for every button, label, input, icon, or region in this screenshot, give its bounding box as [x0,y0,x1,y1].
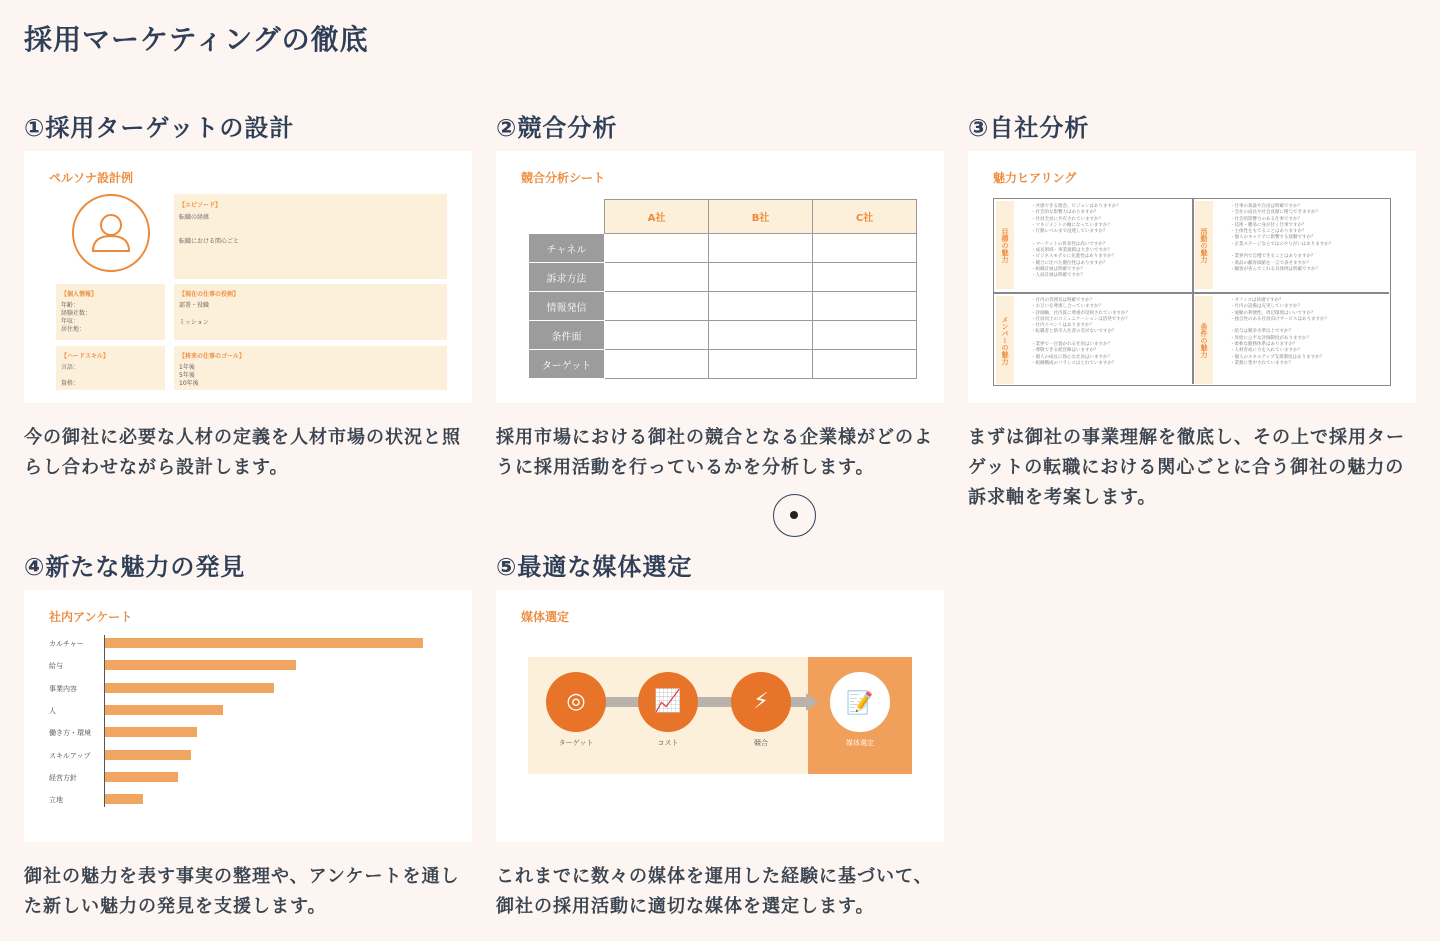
person-icon [72,194,150,272]
step-label: コスト [657,739,679,747]
survey-card [24,590,472,842]
section-title-media: ⑤最適な媒体選定 [496,553,693,581]
section-description: これまでに数々の媒体を運用した経験に基づいて、御社の採用活動に適切な媒体を選定します。 [496,866,933,917]
card-title: 競合分析シート [521,171,606,185]
bar-label: 給与 [49,662,63,671]
section-description: 今の御社に必要な人材の定義を人材市場の状況と照らし合わせながら設計します。 [24,427,461,478]
question-line: ・顧客が喜んでくれる具体例は明確ですか？ [1230,266,1320,272]
question-line: ・人員計画は明確ですか？ [1031,273,1085,279]
question-line: ・共感できる理念、ビジョンはありますか？ [1031,204,1121,209]
arrow-icon [806,693,818,711]
column-header: B社 [709,200,813,234]
competitor-card [496,151,944,403]
hard-skill-box: 【ハードスキル】 言語： 資格： [56,346,165,390]
row-header: チャネル [529,234,605,263]
question-line: ・転職者と新卒入社者の差がないですか？ [1031,329,1117,335]
card-title: 魅力ヒアリング [993,171,1077,185]
section-description: 御社の魅力を表す事実の整理や、アンケートを通した新しい魅力の発見を支援します。 [24,866,460,917]
personal-info-box: 【個人情報】 年齢： 経験社数： 年収： 居住地： [56,284,165,340]
section-title-self-analysis: ③自社分析 [968,114,1090,142]
scroll-indicator-button[interactable] [773,494,816,537]
question-line: ・独自性のある社員向けサービスはありますか？ [1230,316,1329,322]
step-label: ターゲット [558,739,594,747]
question-line: ・組織計画は明確ですか？ [1031,266,1085,272]
quadrant-questions [1031,298,1181,367]
section-description: まずは御社の事業理解を徹底し、その上で採用ターゲットの転職における関心ごとに合う御社の魅力の訴求軸を考案します。 [968,427,1405,508]
quadrant-questions [1230,298,1380,367]
question-line: ・お互いを尊重し合っていますか？ [1031,304,1103,310]
quadrant-label: メンバーの魅力 [996,296,1014,384]
appeal-hearing-card [968,151,1416,403]
question-line: ・業界内で自慢できることはありますか？ [1230,254,1316,260]
question-line: ・評価軸、社内賞に尊重が反映されていますか？ [1031,310,1130,316]
question-line: ・社内の設備は充実していますか？ [1230,304,1302,310]
question-line: ・成長領域・事業規模は大きいですか？ [1031,248,1112,254]
bar-label: 働き方・環境 [49,729,91,738]
row-header: 訴求方法 [529,263,605,292]
question-line: ・マーケットの将来性は高いですか？ [1031,241,1108,247]
page-title: 採用マーケティングの徹底 [24,23,369,56]
question-line: ・社会的影響力のある仕事ですか？ [1230,216,1302,222]
question-line: ・個人のキャリアに影響する経験ですか？ [1230,235,1316,241]
section-title-target: ①採用ターゲットの設計 [24,114,295,142]
question-line: ・尊敬できる経営陣はいますか？ [1031,348,1099,354]
question-line: ・社会的な影響力はありますか？ [1031,210,1099,216]
quadrant-label: 活動の魅力 [1195,201,1213,289]
card-title: 社内アンケート [49,610,133,624]
persona-card [24,151,472,403]
question-line: ・技術・難易に身が付く仕事ですか？ [1230,222,1307,228]
bar [105,794,143,804]
question-line: ・ビジネスモデルに先進性はありますか？ [1031,254,1117,260]
question-line: ・組織構成のバランスはとれていますか？ [1031,360,1117,366]
section-description: 採用市場における御社の競合となる企業様がどのように採用活動を行っているかを分析します。 [496,427,933,478]
bar-label: スキルアップ [49,751,91,760]
question-line: ・個人のスキルアップ支援制度はありますか？ [1230,354,1325,360]
current-role-box: 【現在の仕事の役割】 部署・役職 ミッション [174,284,447,340]
question-line: ・競合に比べた優位性はありますか？ [1031,260,1108,266]
episode-box: 【エピソード】 転職の経緯 転職における関心ごと [174,194,447,279]
quadrant-label: 条件の魅力 [1195,296,1213,384]
step-label: 競合 [754,739,768,747]
dot-icon [790,511,798,519]
quadrant-label: 目標の魅力 [996,201,1014,289]
question-line: ・オフィスは快適ですか？ [1230,298,1284,303]
media-selection-card [496,590,944,842]
competitor-table [528,199,917,379]
question-line: ・社内の雰囲気は明確ですか？ [1031,298,1094,303]
bar-label: 立地 [49,796,63,805]
question-line: ・マネジメントの軸になっていますか？ [1031,222,1112,228]
question-line: ・仕事の裁量や自由は明確ですか？ [1230,204,1302,209]
column-header: C社 [813,200,917,234]
bar [105,638,423,648]
bar [105,727,197,737]
question-line: ・昇給に公平な評価制度がありますか？ [1230,335,1311,341]
bar [105,683,274,693]
question-line: ・企業ステージならではのやりがいはありますか？ [1230,241,1334,247]
row-header: 情報発信 [529,292,605,321]
card-title: ペルソナ設計例 [49,171,134,185]
question-line: ・人材育成に力を入れていますか？ [1230,348,1302,354]
row-header: 条件面 [529,321,605,350]
bar [105,660,296,670]
goal-box: 【将来の仕事のゴール】 1年後 5年後 10年後 [174,346,447,390]
quadrant-questions [1031,204,1181,280]
question-line: ・行動レベルまで浸透していますか？ [1031,229,1108,235]
question-line: ・社員同士のコミュニケーションは活発ですか？ [1031,316,1130,322]
bar [105,772,178,782]
bar-label: カルチャー [49,640,84,648]
bar-label: 事業内容 [49,684,77,693]
step-label: 媒体選定 [846,739,874,747]
document-icon: 📝 [830,672,890,732]
question-line: ・会社の成長や社会貢献に関与できますか？ [1230,210,1320,216]
question-line: ・商品の顧客価値を一言で表せますか？ [1230,260,1311,266]
question-line: ・社内イベントはありますか？ [1031,323,1094,329]
question-line: ・通勤の利便性、周辺環境はいいですか？ [1230,310,1316,316]
conflict-icon: ⚡ [731,672,791,732]
bar-label: 経営方針 [49,773,77,782]
bar [105,705,223,715]
chart-icon: 📈 [638,672,698,732]
bar-label: 人 [49,706,56,715]
row-header: ターゲット [529,350,605,379]
section-title-competitor: ②競合分析 [496,114,618,142]
question-line: ・柔軟な勤務体系はありますか？ [1230,342,1298,348]
question-line: ・給与は競争水準以上ですか？ [1230,329,1293,335]
question-line: ・個人の成長に熱心な社員はいますか？ [1031,354,1112,360]
quadrant-questions [1230,204,1380,273]
target-icon: ◎ [546,672,606,732]
question-line: ・業界で一目置かれる社員はいますか？ [1031,342,1112,348]
bar [105,750,191,760]
section-title-discovery: ④新たな魅力の発見 [24,553,246,581]
question-line: ・社員全員に共有されていますか？ [1031,216,1103,222]
question-line: ・主体性をもてることはありますか？ [1230,229,1307,235]
column-header: A社 [605,200,709,234]
card-title: 媒体選定 [521,610,570,624]
question-line: ・業務に集中されていますか？ [1230,360,1293,366]
